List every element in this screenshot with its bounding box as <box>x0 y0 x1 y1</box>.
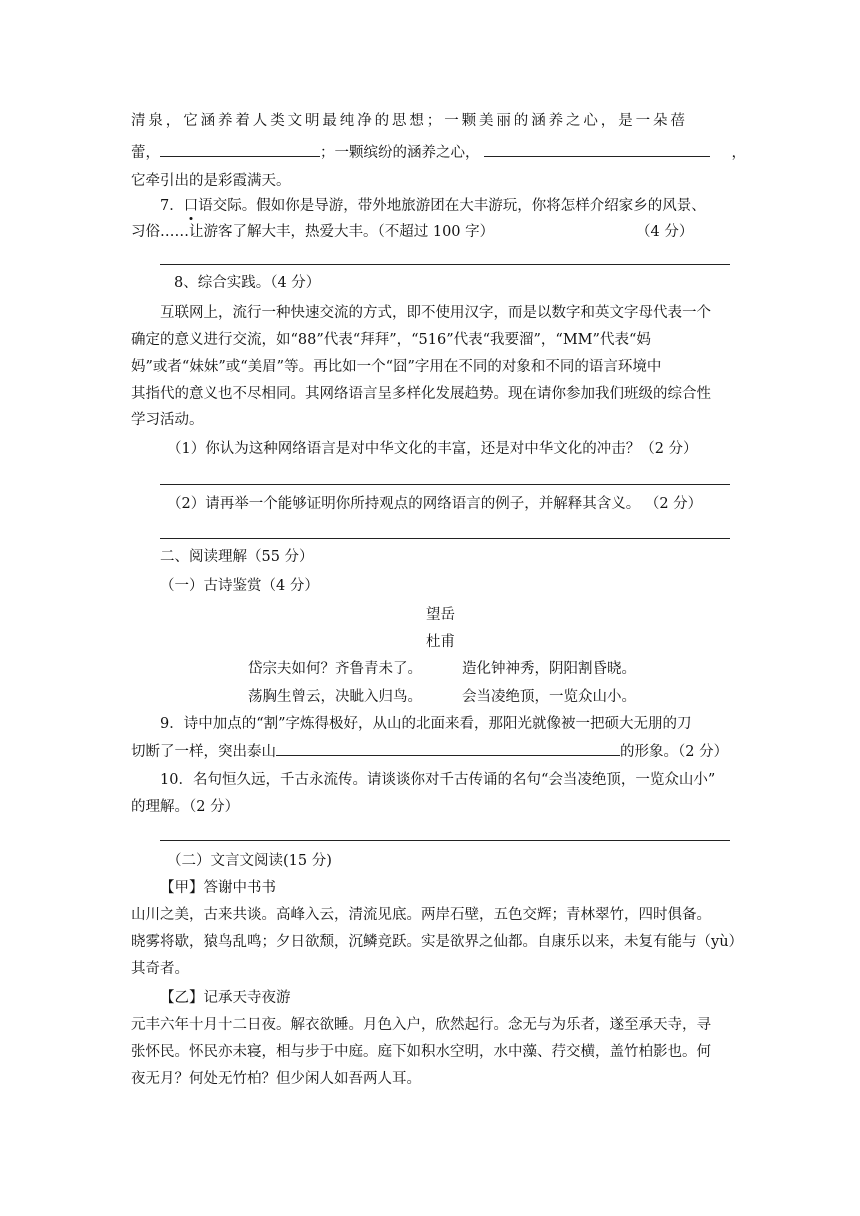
q9-line-2-end: 的形象。（2 分） <box>620 744 729 760</box>
q6-answer-blank-2[interactable] <box>484 142 710 157</box>
q9-answer-blank[interactable] <box>276 741 620 756</box>
text-jia-title: 【甲】答谢中书书 <box>160 880 276 896</box>
q8-para-line-1: 互联网上，流行一种快速交流的方式，即不使用汉字，而是以数字和英文字母代表一个 <box>160 305 711 321</box>
q7-line-1-rest: 交际。假如你是导游，带外地旅游团在大丰游玩，你将怎样介绍家乡的风景、 <box>212 198 706 214</box>
q7-line-2: 习俗……让游客了解大丰，热爱大丰。（不超过 100 字） <box>131 224 495 240</box>
poem-author: 杜甫 <box>426 634 455 650</box>
text-yi-line-1: 元丰六年十月十二日夜。解衣欲睡。月色入户，欣然起行。念无与为乐者，遂至承天寺，寻 <box>131 1017 711 1033</box>
section-2-part-1-title: （一）古诗鉴赏（4 分） <box>160 578 319 594</box>
q8-para-line-2: 确定的意义进行交流，如“88”代表“拜拜”，“516”代表“我要溜”，“MM”代表“妈 <box>131 332 651 348</box>
q6-line-2-mid: ；一颗缤纷的涵养之心， <box>320 145 480 161</box>
text-yi-title: 【乙】记承天寺夜游 <box>160 990 291 1006</box>
poem-line-1b: 造化钟神秀，阴阳割昏晓。 <box>462 661 636 677</box>
q8-para-line-4: 其指代的意义也不尽相同。其网络语言呈多样化发展趋势。现在请你参加我们班级的综合性 <box>131 386 711 402</box>
q6-line-2 <box>131 142 746 163</box>
q8-para-line-5: 学习活动。 <box>131 412 204 428</box>
poem-line-1a: 岱宗夫如何？齐鲁青未了。 <box>248 661 422 677</box>
q6-answer-blank-1[interactable] <box>160 142 320 157</box>
q6-line-2-start: 蕾， <box>131 145 160 161</box>
q7-number: 7 <box>160 198 170 214</box>
q7-score: （4 分） <box>636 224 694 240</box>
q8-answer-line-2[interactable] <box>160 538 730 539</box>
q6-line-1: 清泉，它涵养着人类文明最纯净的思想；一颗美丽的涵养之心，是一朵蓓 <box>131 113 688 129</box>
q8-sub-question-2: （2）请再举一个能够证明你所持观点的网络语言的例子，并解释其含义。 （2 分） <box>167 496 703 512</box>
q9-line-2-start: 切断了一样，突出泰山 <box>131 744 276 760</box>
text-jia-line-2: 晓雾将歇，猿鸟乱鸣；夕日欲颓，沉鳞竞跃。实是欲界之仙都。自康乐以来，未复有能与（yù） <box>131 934 744 950</box>
q8-title: 8、综合实践。（4 分） <box>174 275 321 291</box>
poem-line-2a: 荡胸生曾云，决眦入归鸟。 <box>248 689 422 705</box>
q8-sub-question-1: （1）你认为这种网络语言是对中华文化的丰富，还是对中华文化的冲击？（2 分） <box>167 441 698 457</box>
q7-line-1 <box>160 196 706 216</box>
part-2-title: （二）文言文阅读(15 分) <box>167 853 332 869</box>
q7-answer-line[interactable] <box>160 264 730 265</box>
q9-line-2 <box>131 741 728 762</box>
q6-line-2-end: ， <box>731 145 746 161</box>
section-2-title: 二、阅读理解（55 分） <box>160 549 314 565</box>
text-yi-line-3: 夜无月？何处无竹柏？但少闲人如吾两人耳。 <box>131 1071 421 1087</box>
q10-line-2: 的理解。（2 分） <box>131 799 240 815</box>
q9-line-1: 9．诗中加点的“割”字炼得极好，从山的北面来看，那阳光就像被一把硕大无朋的刀 <box>160 716 692 732</box>
q10-answer-line[interactable] <box>160 840 730 841</box>
text-yi-line-2: 张怀民。怀民亦未寝，相与步于中庭。庭下如积水空明，水中藻、荇交横，盖竹柏影也。何 <box>131 1044 711 1060</box>
poem-line-2b: 会当凌绝顶，一览众山小。 <box>462 689 636 705</box>
q8-para-line-3: 妈”或者“妹妹”或“美眉”等。再比如一个“囧”字用在不同的对象和不同的语言环境中 <box>131 359 662 375</box>
q10-line-1: 10．名句恒久远，千古永流传。请谈谈你对千古传诵的名句“会当凌绝顶，一览众山小” <box>160 772 716 788</box>
q8-answer-line-1[interactable] <box>160 484 730 485</box>
text-jia-line-1: 山川之美，古来共谈。高峰入云，清流见底。两岸石壁，五色交辉；青林翠竹，四时俱备。 <box>131 907 711 923</box>
q6-line-3: 它牵引出的是彩霞满天。 <box>131 173 291 189</box>
poem-title: 望岳 <box>426 607 455 623</box>
q7-dotted-text: ．口语 <box>169 198 213 214</box>
text-jia-line-3: 其奇者。 <box>131 961 189 977</box>
